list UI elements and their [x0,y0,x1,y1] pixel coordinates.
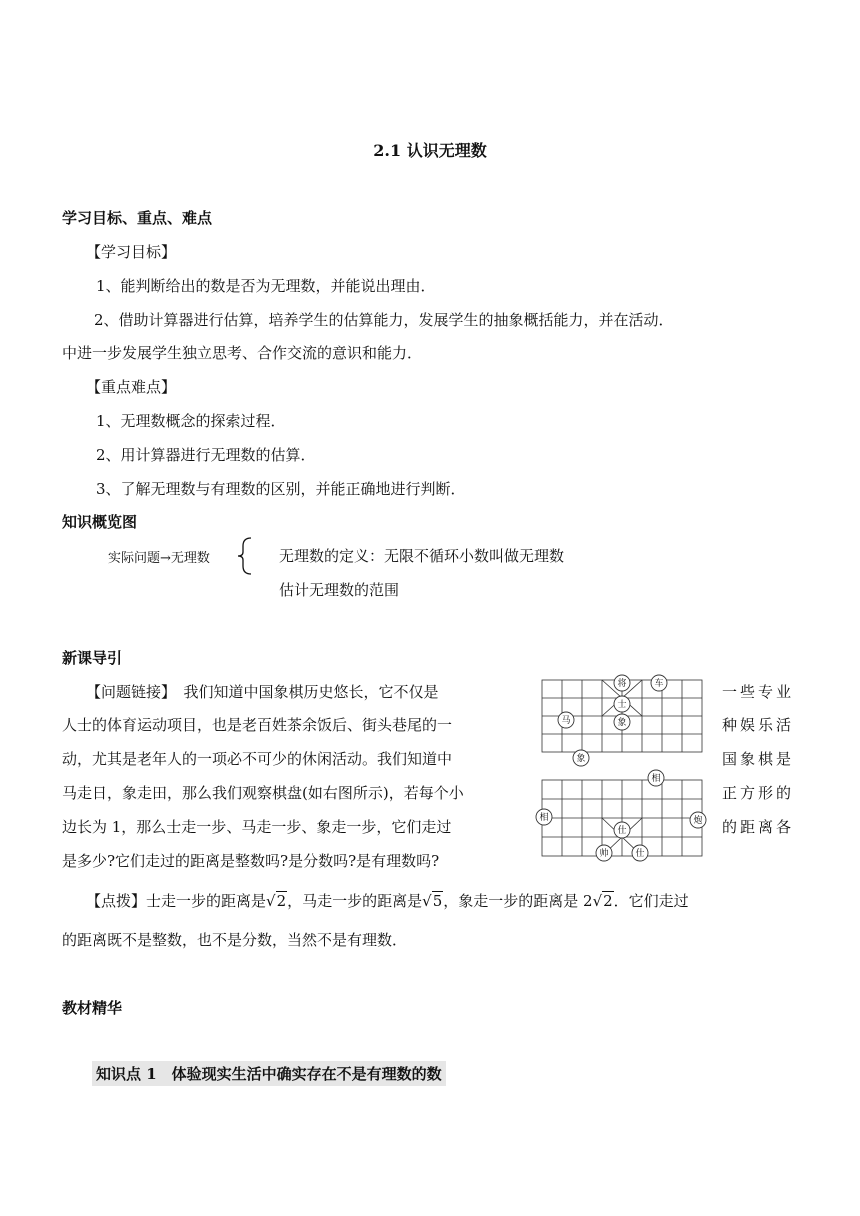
intro-line-1: 【问题链接】 我们知道中国象棋历史悠长，它不仅是 [86,683,439,701]
intro-line-5-right: 的距离各 [722,818,795,836]
piece-xiang-left: 象 [576,754,586,764]
goals-label: 【学习目标】 [86,243,177,261]
brace-shape [236,536,256,576]
intro-line-3-right: 国象棋是 [722,750,795,768]
sqrt-5: √5 [422,892,443,910]
intro-line-5: 边长为 1，那么士走一步、马走一步、象走一步，它们走过 [62,818,452,836]
piece-shi: 士 [617,700,627,710]
hint-part-d: ．它们走过 [613,892,689,910]
sqrt-2: √2 [266,892,287,910]
piece-xiang-red-left: 相 [539,813,549,823]
sqrt-2b: √2 [592,892,613,910]
piece-jiang: 将 [617,679,627,689]
key-1: 1、无理数概念的探索过程． [96,412,286,430]
hint-part-c: ，象走一步的距离是 2 [443,892,593,910]
intro-line-4: 马走日，象走田，那么我们观察棋盘(如右图所示)，若每个小 [62,784,464,802]
piece-shi-red: 仕 [617,826,627,836]
hint-part-b: ，马走一步的距离是 [287,892,423,910]
page-title: 2.1 认识无理数 [373,141,487,160]
key-label: 【重点难点】 [86,378,177,396]
overview-branch-2: 估计无理数的范围 [279,581,400,599]
section-heading-textbook: 教材精华 [62,999,123,1017]
key-3: 3、了解无理数与有理数的区别，并能正确地进行判断． [96,480,466,498]
intro-line-4-right: 正方形的 [722,784,795,802]
overview-root: 实际问题→无理数 [108,551,210,566]
piece-che: 车 [654,679,664,689]
intro-line-2-right: 种娱乐活 [722,716,795,734]
intro-line-2: 人士的体育运动项目，也是老百姓茶余饭后、街头巷尾的一 [62,716,453,734]
chessboard-figure [530,670,715,862]
section-heading-overview: 知识概览图 [62,513,138,531]
intro-line-6: 是多少?它们走过的距离是整数吗?是分数吗?是有理数吗? [62,852,440,870]
knowledge-point-1: 知识点 1 体验现实生活中确实存在不是有理数的数 [92,1061,446,1086]
section-heading-intro: 新课导引 [62,649,123,667]
hint-line-1 [86,890,689,911]
piece-shuai: 帅 [599,849,609,859]
intro-line-1-right: 一些专业 [722,683,795,701]
piece-pao: 炮 [693,816,703,826]
goal-1: 1、能判断给出的数是否为无理数，并能说出理由． [96,277,436,295]
piece-xiang-top: 象 [617,718,627,728]
goal-2a: 2、借助计算器进行估算，培养学生的估算能力，发展学生的抽象概括能力，并在活动． [94,311,674,329]
goal-2b: 中进一步发展学生独立思考、合作交流的意识和能力． [62,344,423,362]
key-2: 2、用计算器进行无理数的估算． [96,446,316,464]
piece-xiang-red: 相 [651,774,661,784]
section-heading-objectives: 学习目标、重点、难点 [62,209,213,227]
piece-shi-red-2: 仕 [635,849,645,859]
intro-line-3: 动，尤其是老年人的一项必不可少的休闲活动。我们知道中 [62,750,453,768]
piece-ma: 马 [561,716,571,726]
hint-part-a: 【点拨】士走一步的距离是 [86,892,267,910]
hint-line-2: 的距离既不是整数，也不是分数，当然不是有理数． [62,931,408,949]
overview-branch-1: 无理数的定义：无限不循环小数叫做无理数 [279,547,565,565]
